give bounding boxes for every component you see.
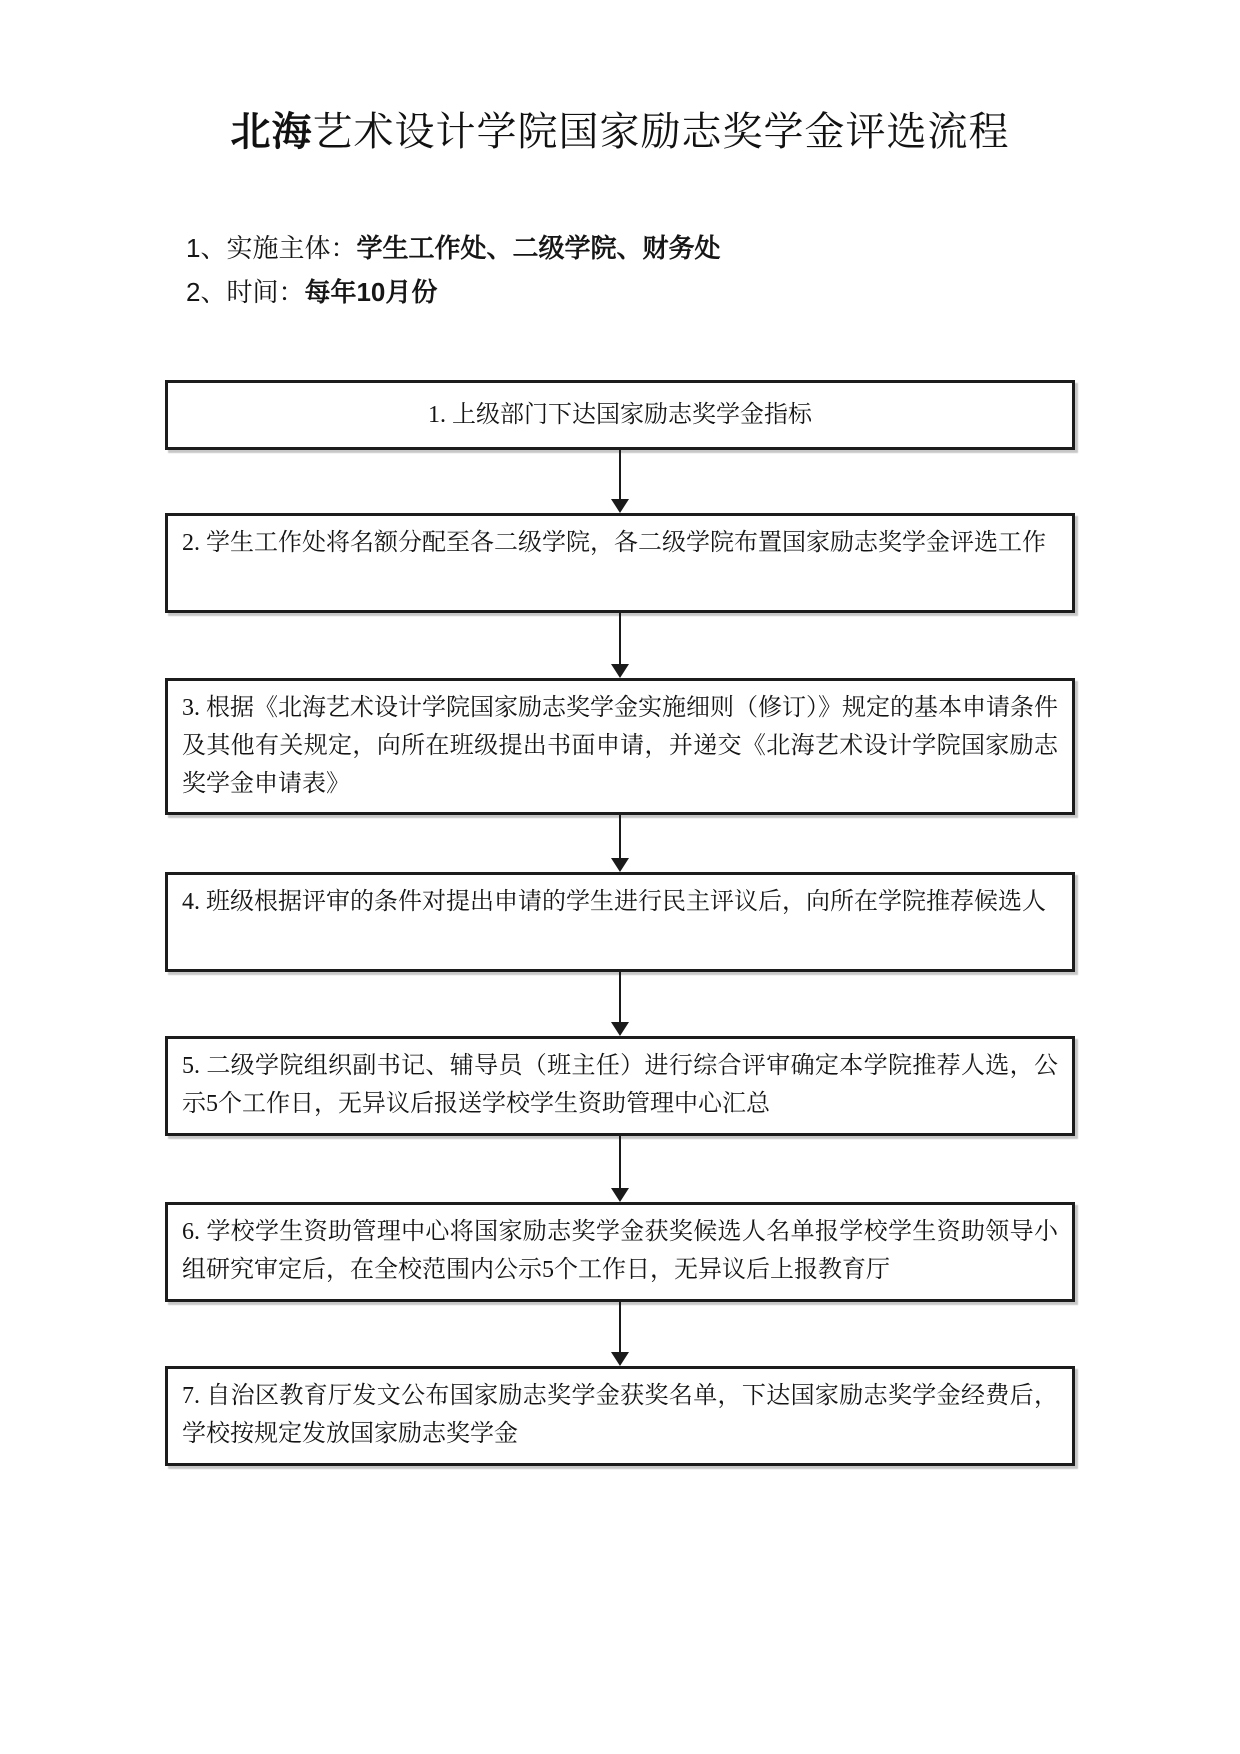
arrow-line <box>619 815 621 858</box>
arrow-line <box>619 613 621 664</box>
flow-arrow <box>610 613 630 678</box>
flow-step-text: 3. 根据《北海艺术设计学院国家励志奖学金实施细则（修订）》规定的基本申请条件及其他有关规定，向所在班级提出书面申请，并递交《北海艺术设计学院国家励志奖学金申请表》 <box>182 695 1058 797</box>
flow-step-2 <box>165 513 1075 613</box>
flow-step-text: 5. 二级学院组织副书记、辅导员（班主任）进行综合评审确定本学院推荐人选，公示5个工作日，无异议后报送学校学生资助管理中心汇总 <box>182 1053 1058 1117</box>
flow-arrow <box>610 1302 630 1366</box>
arrow-line <box>619 1136 621 1188</box>
page-title-prefix: 北海 <box>230 110 313 154</box>
flow-step-3 <box>165 678 1075 815</box>
arrow-line <box>619 972 621 1022</box>
flow-step-1 <box>165 380 1075 450</box>
intro-item-label: 1、实施主体： <box>186 233 357 263</box>
down-arrowhead-icon <box>611 1022 629 1036</box>
flow-step-6 <box>165 1202 1075 1302</box>
flow-step-7 <box>165 1366 1075 1466</box>
flow-step-text: 2. 学生工作处将名额分配至各二级学院，各二级学院布置国家励志奖学金评选工作 <box>182 530 1046 556</box>
flow-step-5 <box>165 1036 1075 1136</box>
intro-item-time <box>186 272 1086 312</box>
down-arrowhead-icon <box>611 858 629 872</box>
down-arrowhead-icon <box>611 1352 629 1366</box>
page-title-rest: 艺术设计学院国家励志奖学金评选流程 <box>312 110 1010 154</box>
intro-item-subject <box>186 228 1086 268</box>
arrow-line <box>619 450 621 499</box>
flow-step-text: 1. 上级部门下达国家励志奖学金指标 <box>428 402 812 428</box>
down-arrowhead-icon <box>611 499 629 513</box>
down-arrowhead-icon <box>611 664 629 678</box>
flow-step-text: 4. 班级根据评审的条件对提出申请的学生进行民主评议后，向所在学院推荐候选人 <box>182 889 1046 915</box>
intro-item-value: 学生工作处、二级学院、财务处 <box>356 233 721 263</box>
flow-step-text: 7. 自治区教育厅发文公布国家励志奖学金获奖名单，下达国家励志奖学金经费后，学校按规定发放国家励志奖学金 <box>182 1383 1058 1447</box>
flow-arrow <box>610 815 630 872</box>
flow-arrow <box>610 450 630 513</box>
flow-arrow <box>610 1136 630 1202</box>
flow-step-4 <box>165 872 1075 972</box>
intro-item-label: 2、时间： <box>186 277 305 307</box>
intro-item-value: 每年10月份 <box>304 277 438 307</box>
flow-arrow <box>610 972 630 1036</box>
page-title <box>0 104 1240 160</box>
down-arrowhead-icon <box>611 1188 629 1202</box>
arrow-line <box>619 1302 621 1352</box>
flow-step-text: 6. 学校学生资助管理中心将国家励志奖学金获奖候选人名单报学校学生资助领导小组研究审定后，在全校范围内公示5个工作日，无异议后上报教育厅 <box>182 1219 1058 1283</box>
